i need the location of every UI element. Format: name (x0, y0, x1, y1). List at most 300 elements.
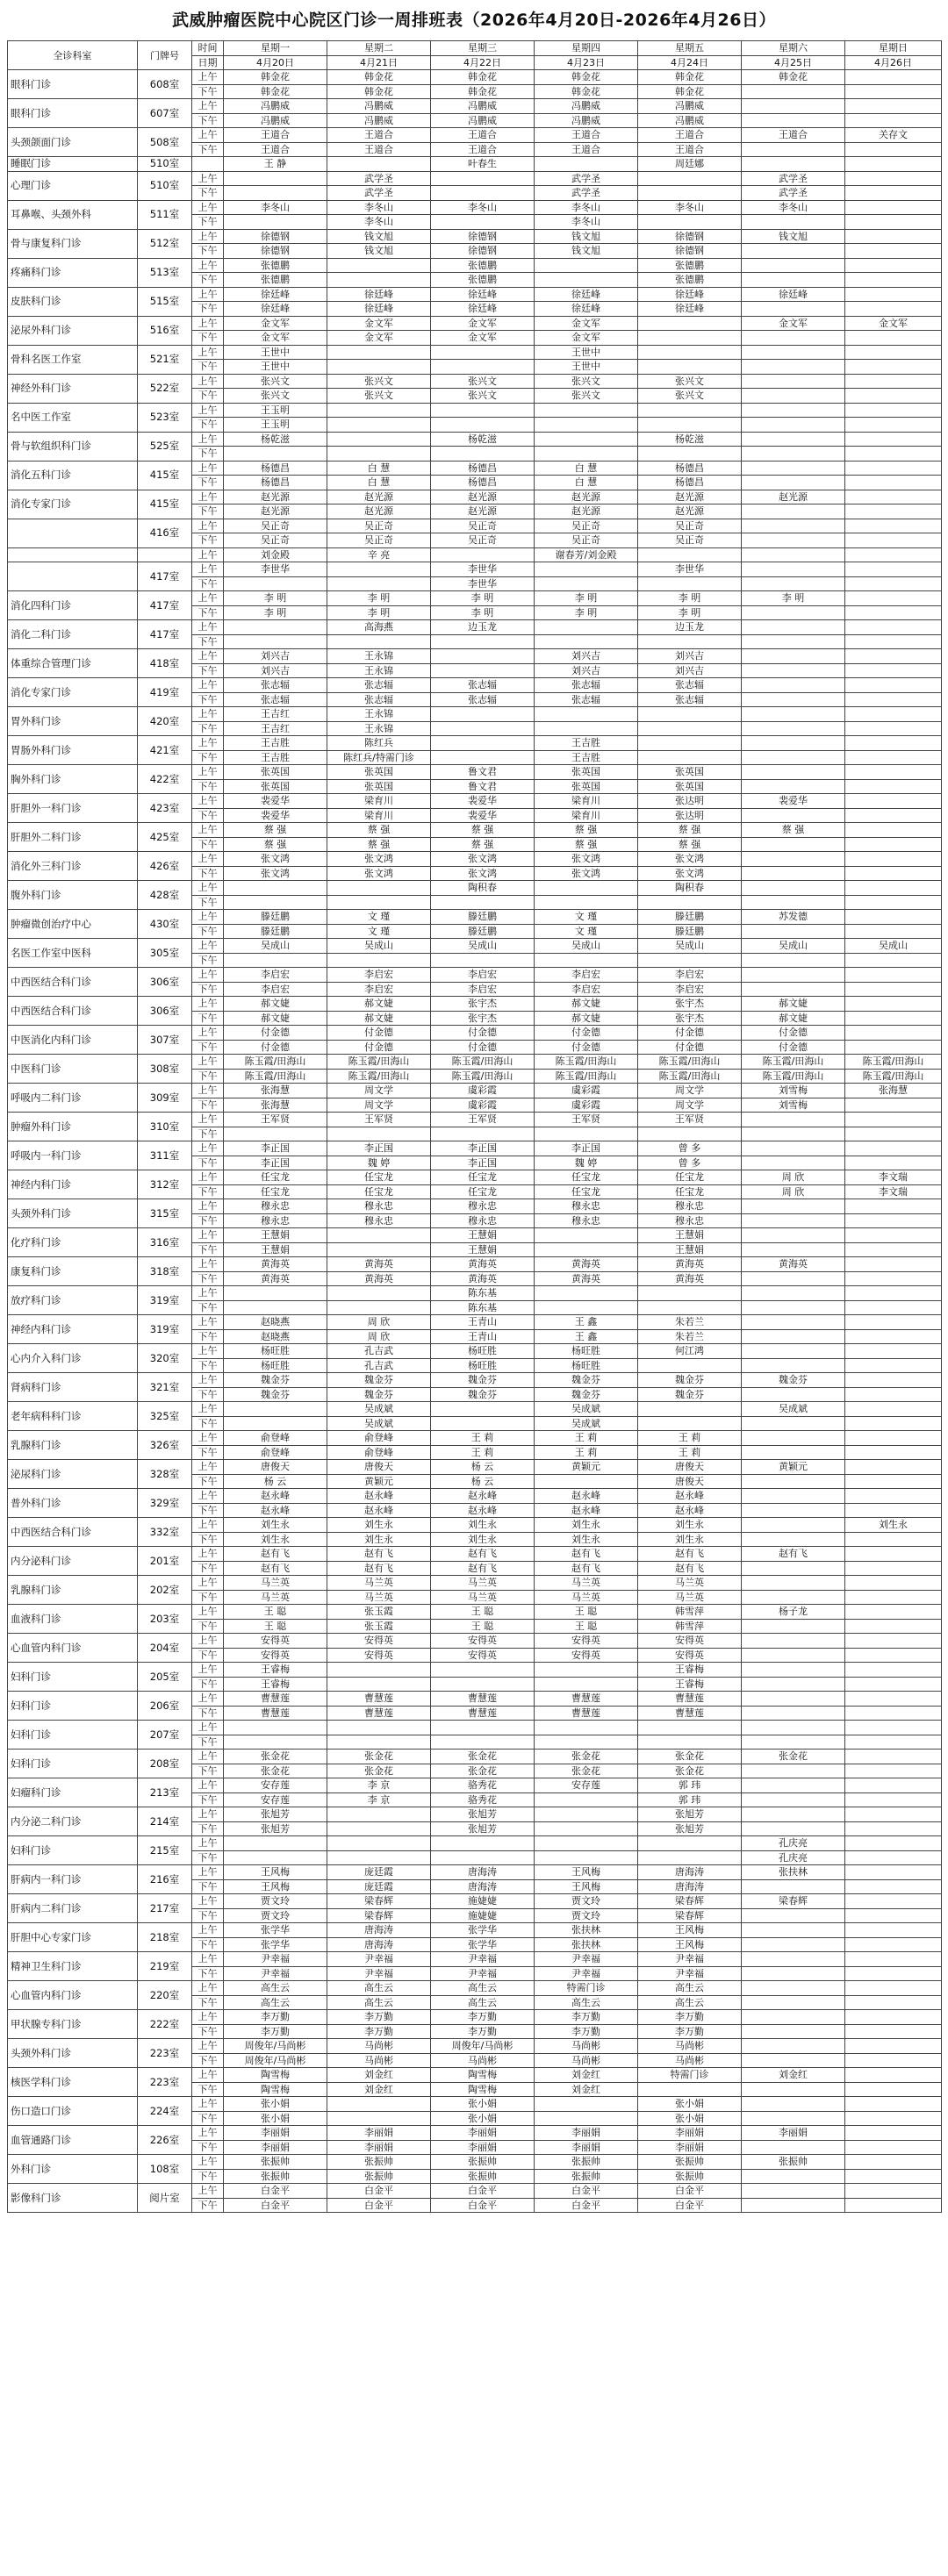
doctor-cell (638, 345, 742, 360)
doctor-cell: 张德鹏 (431, 258, 535, 273)
doctor-cell (742, 1937, 845, 1952)
doctor-cell: 李 明 (535, 605, 638, 620)
doctor-cell: 王风梅 (224, 1865, 327, 1880)
doctor-cell (845, 794, 942, 809)
doctor-cell: 钱文旭 (535, 244, 638, 259)
session-cell: 下午 (192, 1184, 224, 1199)
room-cell: 415室 (138, 461, 192, 490)
doctor-cell (845, 2140, 942, 2155)
doctor-cell (845, 997, 942, 1012)
doctor-cell: 王 静 (224, 157, 327, 172)
doctor-cell (535, 1286, 638, 1301)
doctor-cell: 魏金芬 (535, 1387, 638, 1402)
doctor-cell (845, 374, 942, 389)
department-cell: 甲状腺专科门诊 (8, 2010, 138, 2039)
doctor-cell (845, 142, 942, 157)
doctor-cell: 王道合 (327, 128, 431, 143)
doctor-cell (638, 1721, 742, 1735)
doctor-cell: 白金平 (535, 2184, 638, 2199)
doctor-cell: 李万勤 (535, 2024, 638, 2039)
session-cell: 下午 (192, 1821, 224, 1836)
doctor-cell: 马兰英 (327, 1590, 431, 1605)
doctor-cell (742, 1271, 845, 1286)
doctor-cell: 杨乾滋 (224, 432, 327, 447)
schedule-row (8, 1865, 942, 1880)
doctor-cell: 赵永峰 (224, 1489, 327, 1504)
doctor-cell (431, 649, 535, 664)
doctor-cell (535, 403, 638, 418)
doctor-cell (327, 1735, 431, 1750)
doctor-cell: 吴成斌 (742, 1402, 845, 1417)
doctor-cell: 付金德 (327, 1026, 431, 1041)
doctor-cell: 武学圣 (327, 171, 431, 186)
doctor-cell: 安存莲 (535, 1778, 638, 1793)
doctor-cell (845, 1750, 942, 1764)
doctor-cell: 施婕婕 (431, 1894, 535, 1909)
session-cell: 下午 (192, 605, 224, 620)
doctor-cell (742, 953, 845, 968)
doctor-cell: 曹慧莲 (535, 1692, 638, 1707)
session-cell: 上午 (192, 1865, 224, 1880)
doctor-cell (742, 1387, 845, 1402)
doctor-cell (845, 2024, 942, 2039)
department-cell: 消化专家门诊 (8, 490, 138, 519)
doctor-cell (327, 1663, 431, 1678)
doctor-cell (431, 1416, 535, 1431)
doctor-cell: 徐廷峰 (638, 287, 742, 302)
doctor-cell: 李启宏 (431, 982, 535, 997)
session-cell: 上午 (192, 1026, 224, 1041)
doctor-cell (327, 1821, 431, 1836)
session-cell: 上午 (192, 432, 224, 447)
doctor-cell (742, 418, 845, 433)
doctor-cell: 李万勤 (327, 2024, 431, 2039)
doctor-cell: 杨子龙 (742, 1605, 845, 1620)
doctor-cell (742, 142, 845, 157)
session-cell: 上午 (192, 1170, 224, 1185)
doctor-cell: 滕廷鹏 (431, 924, 535, 939)
doctor-cell: 徐廷峰 (327, 302, 431, 317)
doctor-cell: 张学华 (224, 1937, 327, 1952)
session-cell: 上午 (192, 794, 224, 809)
session-cell: 上午 (192, 1344, 224, 1359)
doctor-cell: 陈玉霞/田海山 (431, 1069, 535, 1084)
schedule-row (8, 649, 942, 664)
doctor-cell: 穆永忠 (638, 1213, 742, 1228)
doctor-cell: 周俊年/马尚彬 (224, 2039, 327, 2054)
session-cell: 上午 (192, 1952, 224, 1967)
doctor-cell: 马尚彬 (431, 2053, 535, 2068)
doctor-cell: 吴正奇 (327, 533, 431, 548)
room-cell: 511室 (138, 200, 192, 229)
doctor-cell: 王睿梅 (638, 1677, 742, 1692)
doctor-cell: 付金德 (431, 1040, 535, 1055)
doctor-cell: 刘金红 (535, 2068, 638, 2083)
doctor-cell (742, 1677, 845, 1692)
department-cell: 中医科门诊 (8, 1055, 138, 1084)
doctor-cell: 任宝龙 (327, 1184, 431, 1199)
doctor-cell: 李世华 (638, 562, 742, 577)
room-cell: 319室 (138, 1315, 192, 1344)
doctor-cell: 张德鹏 (638, 258, 742, 273)
doctor-cell: 武学圣 (535, 171, 638, 186)
doctor-cell: 刘兴吉 (224, 663, 327, 678)
doctor-cell: 鲁文君 (431, 765, 535, 780)
doctor-cell (742, 1692, 845, 1707)
doctor-cell (845, 1966, 942, 1981)
room-cell: 321室 (138, 1373, 192, 1402)
session-cell: 下午 (192, 1706, 224, 1721)
doctor-cell: 黄海英 (224, 1257, 327, 1272)
doctor-cell: 李万勤 (431, 2010, 535, 2025)
doctor-cell: 尹幸福 (638, 1966, 742, 1981)
doctor-cell (742, 302, 845, 317)
doctor-cell: 梁春辉 (327, 1908, 431, 1923)
doctor-cell (845, 2097, 942, 2112)
doctor-cell (845, 1271, 942, 1286)
schedule-row (8, 939, 942, 954)
doctor-cell: 周文学 (638, 1098, 742, 1113)
doctor-cell: 张学华 (224, 1923, 327, 1938)
doctor-cell: 刘生永 (535, 1518, 638, 1533)
doctor-cell: 吴正奇 (431, 519, 535, 533)
schedule-row (8, 765, 942, 780)
session-cell: 上午 (192, 374, 224, 389)
doctor-cell (845, 605, 942, 620)
doctor-cell: 赵光源 (742, 490, 845, 504)
doctor-cell: 安得英 (638, 1634, 742, 1649)
department-cell: 乳腺科门诊 (8, 1576, 138, 1605)
doctor-cell (845, 1590, 942, 1605)
schedule-row (8, 794, 942, 809)
doctor-cell: 周 欣 (742, 1170, 845, 1185)
doctor-cell (327, 562, 431, 577)
doctor-cell (742, 605, 845, 620)
session-cell: 下午 (192, 1619, 224, 1634)
schedule-row (8, 345, 942, 360)
session-cell: 下午 (192, 1503, 224, 1518)
schedule-table (7, 40, 942, 2213)
doctor-cell (742, 360, 845, 375)
doctor-cell: 杨 云 (224, 1474, 327, 1489)
doctor-cell: 安存莲 (224, 1778, 327, 1793)
doctor-cell: 赵光源 (431, 504, 535, 519)
doctor-cell (845, 779, 942, 794)
doctor-cell: 赵光源 (327, 490, 431, 504)
doctor-cell: 王军贤 (224, 1113, 327, 1127)
doctor-cell (327, 1721, 431, 1735)
doctor-cell (742, 721, 845, 736)
session-cell: 上午 (192, 1981, 224, 1996)
doctor-cell (742, 2039, 845, 2054)
doctor-cell: 赵有飞 (742, 1547, 845, 1562)
doctor-cell: 俞登峰 (224, 1445, 327, 1460)
doctor-cell: 李冬山 (327, 215, 431, 230)
doctor-cell (742, 1663, 845, 1678)
doctor-cell (845, 2155, 942, 2170)
session-cell: 上午 (192, 765, 224, 780)
doctor-cell: 张文鸿 (431, 852, 535, 867)
doctor-cell: 滕廷鹏 (224, 910, 327, 925)
doctor-cell: 黄海英 (431, 1257, 535, 1272)
doctor-cell (742, 1923, 845, 1938)
doctor-cell: 曹慧莲 (431, 1706, 535, 1721)
doctor-cell: 任宝龙 (224, 1184, 327, 1199)
doctor-cell (327, 1228, 431, 1243)
schedule-row (8, 1952, 942, 1967)
doctor-cell (845, 1995, 942, 2010)
header-weekday: 星期二 (327, 41, 431, 56)
doctor-cell: 徐廷峰 (224, 287, 327, 302)
doctor-cell (638, 215, 742, 230)
doctor-cell: 付金德 (327, 1040, 431, 1055)
header-room: 门牌号 (138, 41, 192, 70)
session-cell: 下午 (192, 84, 224, 99)
doctor-cell (742, 1315, 845, 1330)
doctor-cell: 张小娟 (638, 2111, 742, 2126)
doctor-cell: 张志辐 (535, 678, 638, 693)
doctor-cell: 张志辐 (535, 692, 638, 707)
doctor-cell: 辛 亮 (327, 547, 431, 562)
doctor-cell: 赵光源 (638, 504, 742, 519)
doctor-cell: 赵永峰 (638, 1503, 742, 1518)
doctor-cell (742, 113, 845, 128)
doctor-cell: 王睿梅 (638, 1663, 742, 1678)
doctor-cell: 陈东基 (431, 1300, 535, 1315)
session-cell: 上午 (192, 1576, 224, 1591)
doctor-cell (845, 866, 942, 881)
doctor-cell: 张宇杰 (638, 1011, 742, 1026)
doctor-cell: 张志辐 (224, 678, 327, 693)
doctor-cell (638, 1402, 742, 1417)
doctor-cell (742, 1228, 845, 1243)
doctor-cell: 唐海涛 (431, 1879, 535, 1894)
doctor-cell: 王风梅 (535, 1879, 638, 1894)
doctor-cell: 张兴文 (535, 389, 638, 404)
doctor-cell: 张金花 (431, 1764, 535, 1778)
doctor-cell: 张学华 (431, 1923, 535, 1938)
doctor-cell: 吴成山 (327, 939, 431, 954)
doctor-cell (535, 576, 638, 591)
doctor-cell: 马兰英 (431, 1590, 535, 1605)
doctor-cell: 裴爱华 (431, 808, 535, 823)
doctor-cell: 蔡 强 (535, 837, 638, 852)
doctor-cell: 白金平 (224, 2198, 327, 2213)
doctor-cell (431, 707, 535, 722)
room-cell: 510室 (138, 171, 192, 200)
session-cell: 下午 (192, 2169, 224, 2184)
doctor-cell: 唐海涛 (638, 1879, 742, 1894)
doctor-cell: 王 聪 (535, 1619, 638, 1634)
doctor-cell: 边玉龙 (638, 620, 742, 635)
schedule-row (8, 519, 942, 533)
doctor-cell (845, 273, 942, 288)
doctor-cell (845, 1865, 942, 1880)
doctor-cell (327, 634, 431, 649)
doctor-cell (845, 1141, 942, 1156)
department-cell: 普外科门诊 (8, 1489, 138, 1518)
room-cell: 415室 (138, 490, 192, 519)
doctor-cell: 孔庆亮 (742, 1850, 845, 1865)
doctor-cell (845, 1460, 942, 1475)
room-cell: 208室 (138, 1750, 192, 1778)
doctor-cell: 尹幸福 (638, 1952, 742, 1967)
session-cell: 上午 (192, 562, 224, 577)
doctor-cell: 蔡 强 (327, 823, 431, 838)
doctor-cell: 黄海英 (224, 1271, 327, 1286)
schedule-title: 武威肿瘤医院中心院区门诊一周排班表（2026年4月20日-2026年4月26日） (172, 11, 776, 30)
department-cell: 康复科门诊 (8, 1257, 138, 1286)
session-cell: 下午 (192, 533, 224, 548)
doctor-cell (845, 1431, 942, 1446)
doctor-cell (742, 852, 845, 867)
session-cell: 上午 (192, 1923, 224, 1938)
room-cell: 523室 (138, 403, 192, 432)
doctor-cell: 安得英 (638, 1648, 742, 1663)
department-cell: 眼科门诊 (8, 99, 138, 128)
doctor-cell: 魏金芬 (431, 1373, 535, 1388)
doctor-cell (638, 707, 742, 722)
doctor-cell (431, 345, 535, 360)
session-cell: 上午 (192, 591, 224, 606)
doctor-cell: 蔡 强 (327, 837, 431, 852)
department-cell: 妇科门诊 (8, 1692, 138, 1721)
doctor-cell: 吴正奇 (535, 533, 638, 548)
doctor-cell: 张振帅 (431, 2169, 535, 2184)
doctor-cell: 李冬山 (535, 200, 638, 215)
doctor-cell: 李 明 (327, 591, 431, 606)
department-cell: 骨科名医工作室 (8, 345, 138, 374)
room-cell: 309室 (138, 1084, 192, 1113)
doctor-cell: 曹慧莲 (224, 1692, 327, 1707)
doctor-cell: 韩金花 (535, 70, 638, 85)
session-cell: 上午 (192, 2184, 224, 2199)
schedule-row (8, 1373, 942, 1388)
schedule-row (8, 678, 942, 693)
schedule-row (8, 1402, 942, 1417)
room-cell: 311室 (138, 1141, 192, 1170)
department-cell: 头颈颌面门诊 (8, 128, 138, 157)
doctor-cell: 张达明 (638, 808, 742, 823)
doctor-cell: 滕廷鹏 (638, 910, 742, 925)
doctor-cell (845, 1850, 942, 1865)
doctor-cell: 吴成斌 (327, 1416, 431, 1431)
doctor-cell (742, 1141, 845, 1156)
room-cell: 329室 (138, 1489, 192, 1518)
doctor-cell: 郝文婕 (327, 1011, 431, 1026)
doctor-cell: 马兰英 (224, 1576, 327, 1591)
doctor-cell (845, 1286, 942, 1301)
doctor-cell: 赵永峰 (431, 1489, 535, 1504)
schedule-row (8, 1315, 942, 1330)
room-cell: 216室 (138, 1865, 192, 1894)
doctor-cell (742, 881, 845, 896)
doctor-cell: 李 明 (224, 605, 327, 620)
doctor-cell: 安存莲 (224, 1792, 327, 1807)
doctor-cell (742, 837, 845, 852)
doctor-cell: 王 聪 (535, 1605, 638, 1620)
doctor-cell (845, 837, 942, 852)
department-cell: 内分泌科门诊 (8, 1547, 138, 1576)
doctor-cell: 李万勤 (431, 2024, 535, 2039)
doctor-cell: 王 莉 (535, 1445, 638, 1460)
doctor-cell (845, 910, 942, 925)
doctor-cell: 郝文婕 (742, 997, 845, 1012)
doctor-cell: 郝文婕 (742, 1011, 845, 1026)
session-cell: 下午 (192, 476, 224, 490)
session-cell: 下午 (192, 1590, 224, 1605)
doctor-cell: 张旭芳 (638, 1821, 742, 1836)
doctor-cell: 张兴文 (638, 374, 742, 389)
doctor-cell: 韩金花 (638, 70, 742, 85)
doctor-cell: 张扶林 (742, 1865, 845, 1880)
doctor-cell (845, 1344, 942, 1359)
doctor-cell: 付金德 (431, 1026, 535, 1041)
doctor-cell (742, 968, 845, 983)
doctor-cell: 张金花 (224, 1764, 327, 1778)
schedule-row (8, 1489, 942, 1504)
doctor-cell (535, 634, 638, 649)
doctor-cell (327, 2097, 431, 2112)
room-cell: 218室 (138, 1923, 192, 1952)
session-cell: 下午 (192, 1156, 224, 1170)
doctor-cell (742, 895, 845, 910)
doctor-cell (845, 215, 942, 230)
doctor-cell (742, 403, 845, 418)
session-cell: 下午 (192, 1300, 224, 1315)
doctor-cell: 穆永忠 (224, 1213, 327, 1228)
doctor-cell (327, 258, 431, 273)
doctor-cell (845, 1315, 942, 1330)
doctor-cell: 李丽娟 (224, 2126, 327, 2141)
doctor-cell (535, 258, 638, 273)
doctor-cell: 郝文婕 (224, 997, 327, 1012)
doctor-cell: 王吉红 (224, 707, 327, 722)
doctor-cell (535, 447, 638, 462)
department-cell: 肿瘤外科门诊 (8, 1113, 138, 1141)
doctor-cell: 陈玉霞/田海山 (224, 1055, 327, 1070)
schedule-row (8, 591, 942, 606)
doctor-cell: 安得英 (224, 1634, 327, 1649)
doctor-cell (742, 1127, 845, 1141)
doctor-cell: 徐廷峰 (638, 302, 742, 317)
department-cell: 呼吸内二科门诊 (8, 1084, 138, 1113)
room-cell: 204室 (138, 1634, 192, 1663)
doctor-cell: 张文鸿 (535, 866, 638, 881)
doctor-cell (845, 2198, 942, 2213)
session-cell: 下午 (192, 2053, 224, 2068)
doctor-cell (845, 113, 942, 128)
doctor-cell: 蔡 强 (638, 823, 742, 838)
schedule-row (8, 1113, 942, 1127)
room-cell: 201室 (138, 1547, 192, 1576)
doctor-cell (638, 634, 742, 649)
session-cell: 上午 (192, 70, 224, 85)
doctor-cell: 吴正奇 (431, 533, 535, 548)
doctor-cell (742, 1792, 845, 1807)
doctor-cell (845, 2169, 942, 2184)
doctor-cell (535, 881, 638, 896)
doctor-cell: 尹幸福 (431, 1966, 535, 1981)
doctor-cell (742, 1518, 845, 1533)
doctor-cell: 张旭芳 (224, 1821, 327, 1836)
department-cell: 消化四科门诊 (8, 591, 138, 620)
room-cell: 108室 (138, 2155, 192, 2184)
room-cell: 306室 (138, 968, 192, 997)
doctor-cell: 李冬山 (535, 215, 638, 230)
doctor-cell (535, 1677, 638, 1692)
doctor-cell: 裴爱华 (431, 794, 535, 809)
